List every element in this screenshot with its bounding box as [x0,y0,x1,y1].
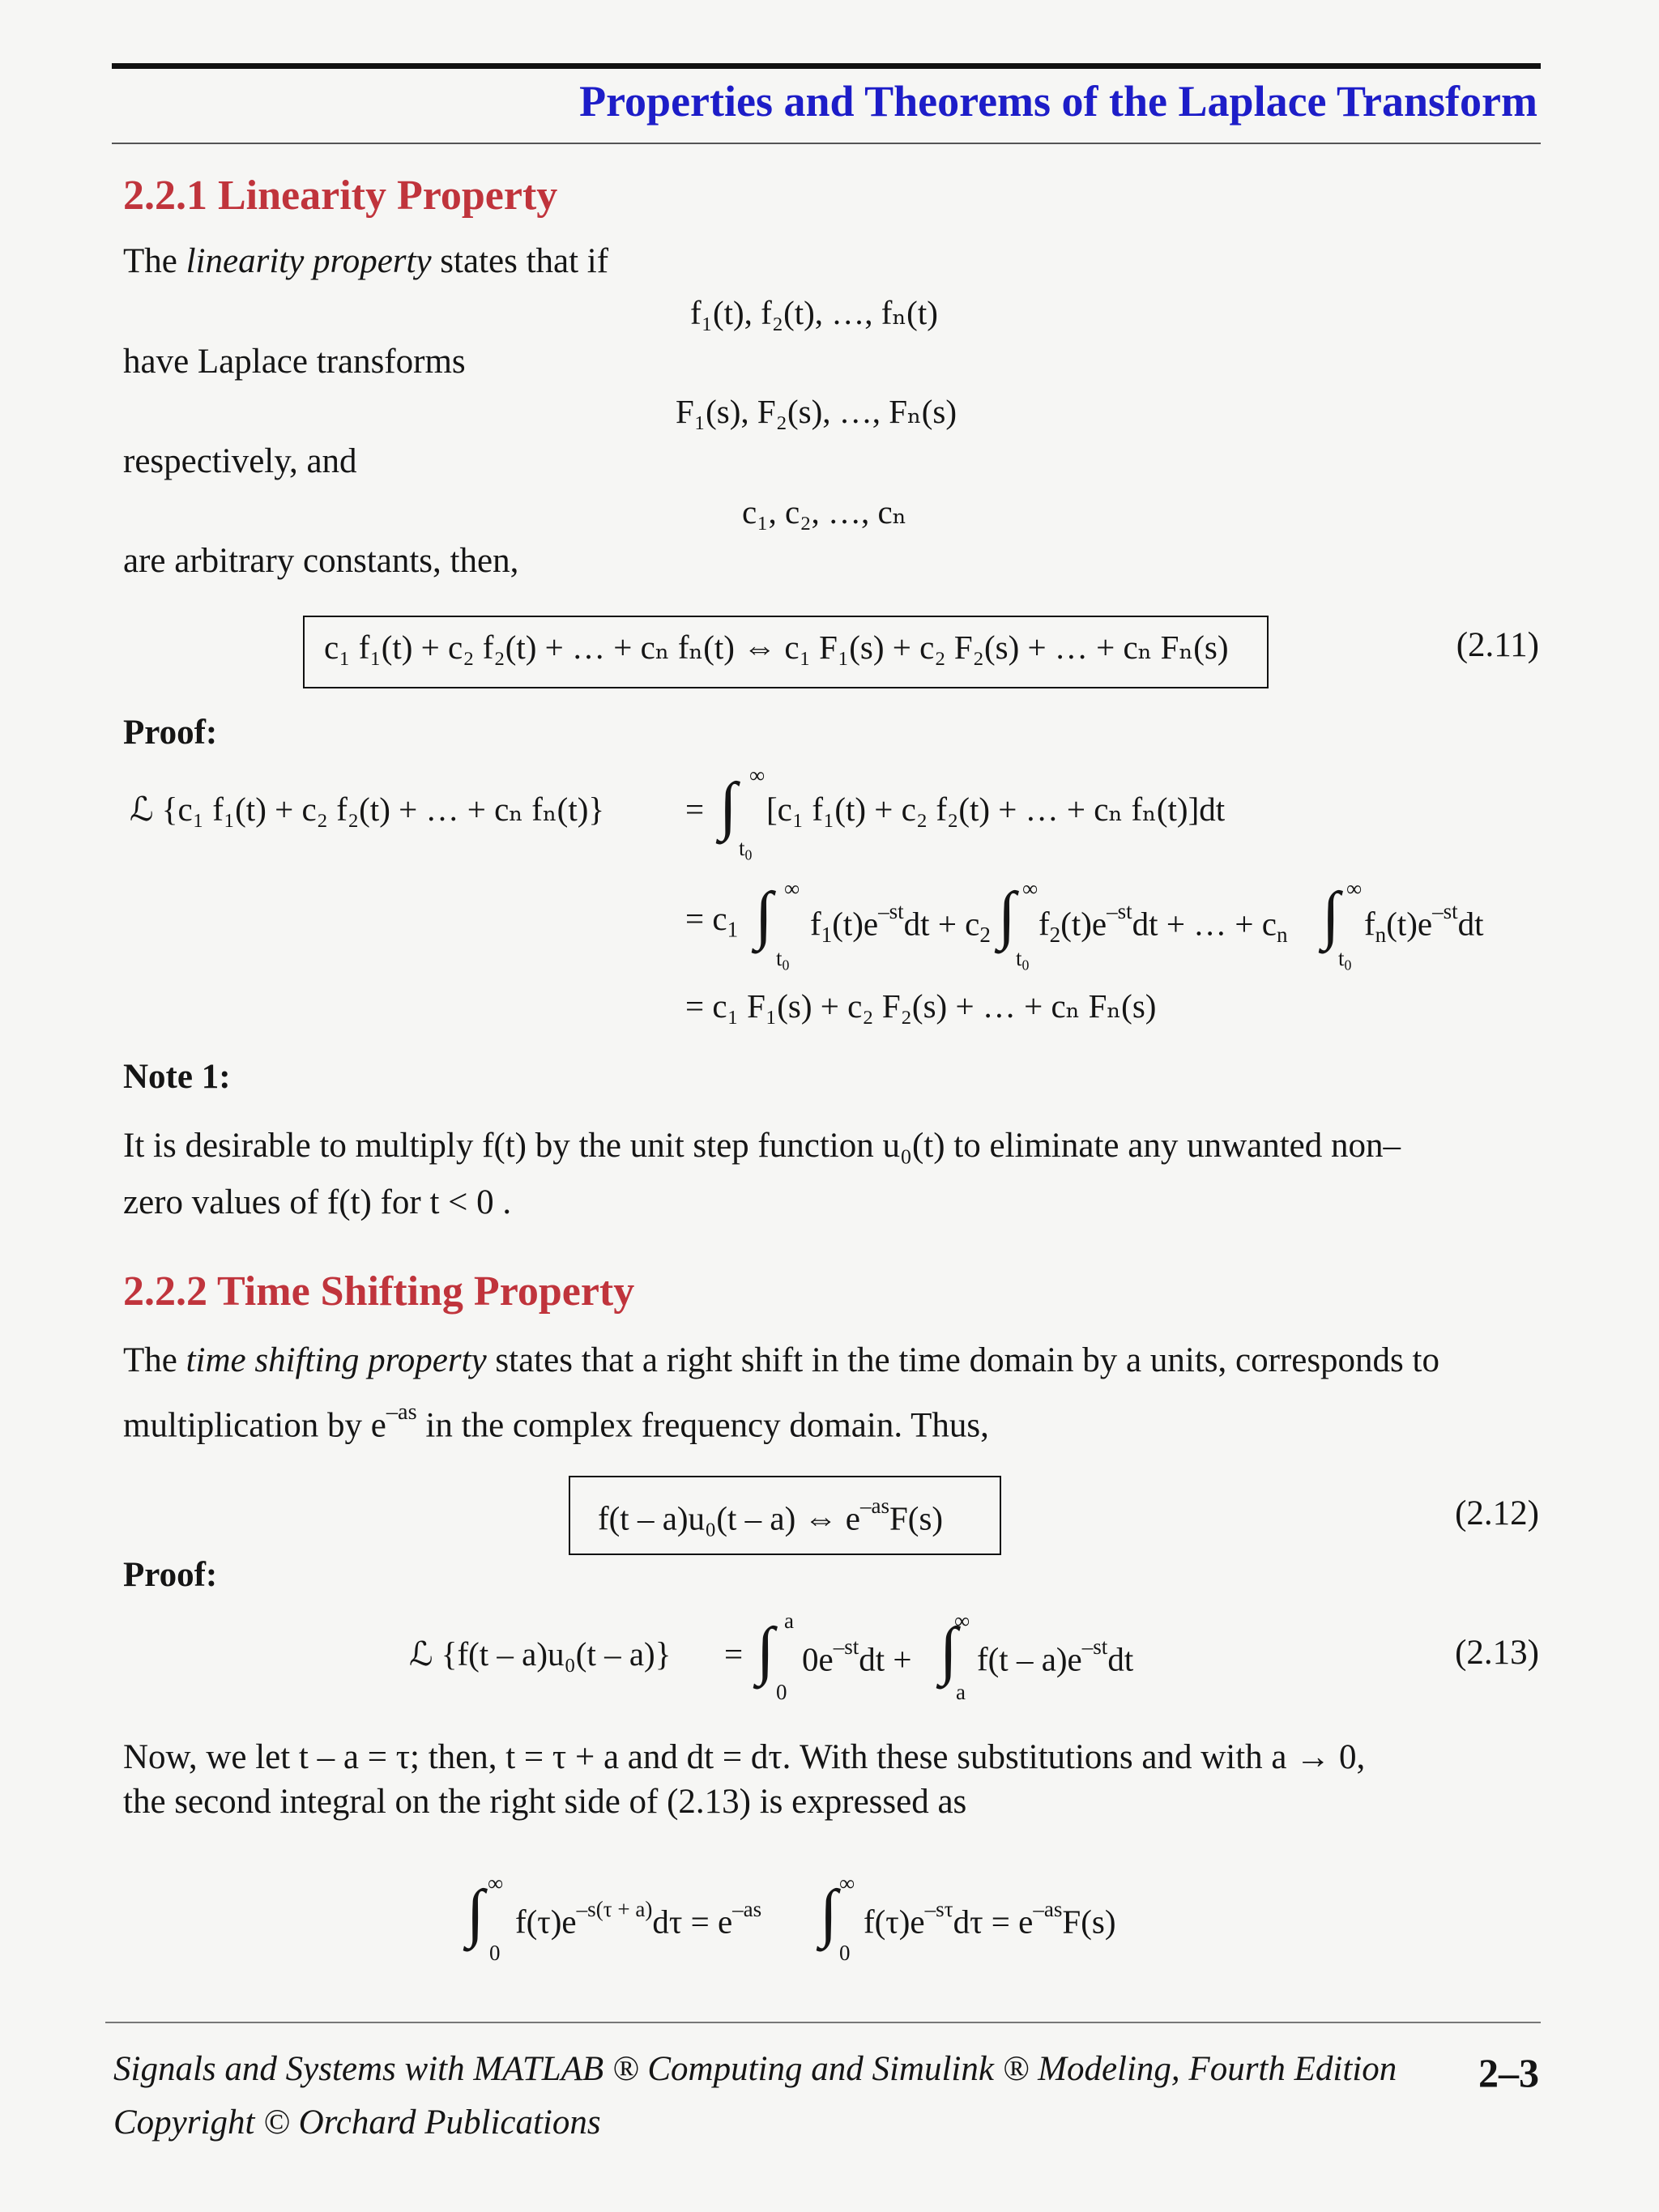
upper-limit-a: a [784,1609,794,1633]
equation-number-2-12: (2.12) [1455,1494,1539,1532]
upper-limit-infinity: ∞ [488,1871,504,1895]
text-respectively: respectively, and [123,442,357,480]
lower-limit-a: a [956,1680,966,1704]
substitution-paragraph-2: the second integral on the right side of (2.13) is expressed as [123,1783,967,1821]
proof2-equals-c1: = $c_1$ [685,900,739,942]
top-rule [112,63,1541,69]
section-heading-time-shifting: 2.2.2 Time Shifting Property [123,1268,635,1315]
text-arbitrary-constants: are arbitrary constants, then, [123,542,519,580]
final-eq-left: $f(\tau)e^{-s(\tau + a)}d\tau = e^{-as}$ [515,1897,762,1941]
upper-limit-infinity: ∞ [1022,876,1038,901]
proof2-term1: $f_1(t)e^{-st}dt + c_2$ [810,899,991,947]
note-line-1: It is desirable to multiply f(t) by the unit step function u₀(t) to eliminate any unwanted non– [123,1127,1401,1165]
integral-sign: ∫ [940,1615,957,1686]
equation-time-shifting: f(t – a)u₀(t – a) ⇔ $e^{-as}F(s)$ [598,1494,944,1537]
lower-limit-t0: $t_0$ [776,946,790,974]
proof1-lhs: ℒ {c₁ f₁(t) + c₂ f₂(t) + … + cₙ fₙ(t)} [130,791,605,828]
proof213-term1: $0e^{-st}dt$ + [802,1634,912,1678]
lower-limit-t0: $t_0$ [1016,946,1030,974]
footer-copyright: Copyright © Orchard Publications [113,2103,601,2142]
upper-limit-infinity: ∞ [839,1871,855,1895]
proof2-term2: $f_2(t)e^{-st}dt$ + … + $c_n$ [1038,899,1288,947]
term-linearity-property: linearity property [186,242,432,280]
paragraph-linearity-intro: The linearity property states that if [123,242,609,280]
substitution-paragraph-1: Now, we let t – a = τ; then, t = τ + a and dt = dτ. With these substitutions and with a → 0, [123,1738,1366,1776]
note-label: Note 1: [123,1058,231,1096]
page-number: 2–3 [1478,2050,1539,2095]
equation-linearity: c₁ f₁(t) + c₂ f₂(t) + … + cₙ fₙ(t) ⇔ c₁ F₁(s) + c₂ F₂(s) + … + cₙ Fₙ(s) [324,629,1229,666]
lower-limit-zero: 0 [776,1680,787,1704]
proof3-result: = c₁ F₁(s) + c₂ F₂(s) + … + cₙ Fₙ(s) [685,987,1157,1025]
proof-label-1: Proof: [123,714,218,752]
integral-sign: ∫ [467,1877,484,1949]
footer-rule [105,2022,1541,2023]
proof1-rhs: [c₁ f₁(t) + c₂ f₂(t) + … + cₙ fₙ(t)]dt [766,791,1226,828]
integral-sign: ∫ [755,880,773,951]
footer-book-title: Signals and Systems with MATLAB ® Computing and Simulink ® Modeling, Fourth Edition [113,2050,1397,2088]
text-have-laplace: have Laplace transforms [123,343,466,381]
upper-limit-infinity: ∞ [954,1609,970,1633]
proof213-equals: = [724,1635,744,1673]
upper-limit-infinity: ∞ [749,763,766,787]
equation-c-list: c₁, c₂, …, cₙ [742,493,907,531]
lower-limit-t0: $t_0$ [1338,946,1352,974]
proof2-term3: $f_n(t)e^{-st}dt$ [1364,899,1484,947]
section-heading-linearity: 2.2.1 Linearity Property [123,173,558,219]
proof213-lhs: ℒ {f(t – a)u₀(t – a)} [409,1635,672,1673]
header-rule [112,143,1541,144]
proof1-equals: = [685,791,705,828]
paragraph-time-shifting-2: multiplication by $e^{-as}$ in the complex frequency domain. Thus, [123,1400,989,1445]
lower-limit-t0: $t_0$ [739,836,753,863]
paragraph-time-shifting-1: The time shifting property states that a right shift in the time domain by a units, corresponds to [123,1341,1439,1379]
final-eq-right: $f(\tau)e^{-s\tau}d\tau = e^{-as}F(s)$ [864,1897,1116,1941]
term-time-shifting-property: time shifting property [186,1341,487,1379]
proof-label-2: Proof: [123,1556,218,1594]
lower-limit-zero: 0 [839,1941,851,1965]
integral-sign: ∫ [719,770,737,842]
proof213-term2: $f(t - a)e^{-st}dt$ [977,1634,1134,1678]
integral-sign: ∫ [1322,880,1340,951]
integral-sign: ∫ [820,1877,838,1949]
equation-number-2-11: (2.11) [1456,626,1539,664]
equation-f-list: f₁(t), f₂(t), …, fₙ(t) [690,294,938,331]
integral-sign: ∫ [757,1615,774,1686]
note-line-2: zero values of f(t) for t < 0 . [123,1183,512,1221]
equation-F-list: F₁(s), F₂(s), …, Fₙ(s) [676,393,957,430]
equation-number-2-13: (2.13) [1455,1634,1539,1672]
upper-limit-infinity: ∞ [1346,876,1363,901]
lower-limit-zero: 0 [489,1941,501,1965]
integral-sign: ∫ [998,880,1016,951]
upper-limit-infinity: ∞ [784,876,800,901]
running-title: Properties and Theorems of the Laplace Transform [579,77,1537,126]
